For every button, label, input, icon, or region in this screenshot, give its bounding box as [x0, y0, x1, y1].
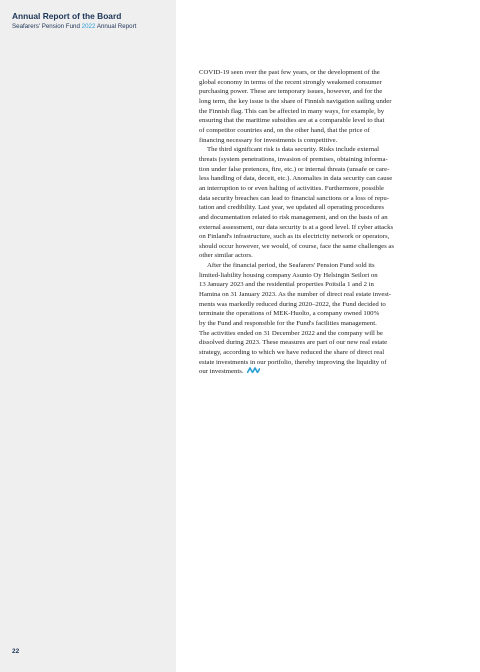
- text-line: tation and credibility. Last year, we updated all operating procedures: [199, 204, 385, 212]
- sidebar-panel: [0, 0, 176, 672]
- text-line: The activities ended on 31 December 2022 and the company will be: [199, 329, 383, 337]
- report-subtitle-prefix: Seafarers' Pension Fund: [12, 23, 80, 30]
- paragraph-financial-period: [199, 261, 463, 377]
- report-year: 2022: [81, 23, 96, 30]
- text-line: financing necessary for investments is competitive.: [199, 136, 338, 144]
- paragraph-data-security: [199, 145, 463, 261]
- text-line-final: [199, 367, 463, 377]
- report-subtitle: [12, 23, 136, 30]
- report-subtitle-suffix: Annual Report: [96, 23, 137, 30]
- text-line: less handling of data, deceit, etc.). Anomalies in data security can cause: [199, 175, 393, 183]
- text-line: Hamina on 31 January 2023. As the number of direct real estate invest-: [199, 291, 392, 299]
- report-title: Annual Report of the Board: [12, 11, 122, 21]
- text-line: data security breaches can lead to financial sanctions or a loss of repu-: [199, 194, 390, 202]
- text-line: strategy, according to which we have reduced the share of direct real: [199, 349, 385, 357]
- text-line: by the Fund and responsible for the Fund's facilities management.: [199, 320, 377, 328]
- text-line: terminate the operations of MEK-Huolto, a company owned 100%: [199, 310, 380, 318]
- text-line: other similar actors.: [199, 252, 253, 260]
- text-line: purchasing power. These are temporary issues, however, and for the: [199, 88, 383, 96]
- text-line: should occur however, we would, of course, face the same challenges as: [199, 242, 395, 250]
- text-line: an interruption to or even halting of activities. Furthermore, possible: [199, 184, 385, 192]
- text-line: external assessment, our data security is at a good level. If cyber attacks: [199, 223, 394, 231]
- text-line: dissolved during 2023. These measures are part of our new real estate: [199, 339, 388, 347]
- text-line: long term, the key issue is the share of Finnish navigation sailing under: [199, 97, 392, 105]
- text-line: and documentation related to risk management, and on the basis of an: [199, 213, 388, 221]
- text-line: The third significant risk is data security. Risks include external: [207, 146, 380, 154]
- text-line-final-text: our investments.: [199, 368, 244, 376]
- text-line: tion under false pretences, fire, etc.) or internal threats (unsafe or care-: [199, 165, 390, 173]
- text-line: of competitor countries and, on the other hand, that the price of: [199, 126, 370, 134]
- text-line: ments was markedly reduced during 2020–2022, the Fund decided to: [199, 300, 386, 308]
- text-line: threats (system penetrations, invasion of premises, obtaining informa-: [199, 155, 388, 163]
- text-line: ensuring that the maritime subsidies are at a comparable level to that: [199, 117, 385, 125]
- text-line: After the financial period, the Seafarers' Pension Fund sold its: [207, 262, 375, 270]
- text-line: limited-liability housing company Asunto Oy Helsingin Seilori on: [199, 271, 378, 279]
- text-line: on Finland's infrastructure, such as its electricity network or operators,: [199, 233, 390, 241]
- text-line: the Finnish flag. This can be affected in many ways, for example, by: [199, 107, 385, 115]
- body-text: [199, 68, 463, 377]
- text-line: COVID-19 seen over the past few years, or the development of the: [199, 69, 380, 76]
- wave-logo-icon: [247, 367, 260, 373]
- paragraph-covid: [199, 68, 463, 145]
- text-line: global economy in terms of the recent strongly weakened consumer: [199, 78, 382, 86]
- page-number: 22: [12, 648, 20, 655]
- text-line: estate investments in our portfolio, thereby improving the liquidity of: [199, 358, 387, 366]
- text-line: 13 January 2023 and the residential properties Poitsila 1 and 2 in: [199, 281, 374, 289]
